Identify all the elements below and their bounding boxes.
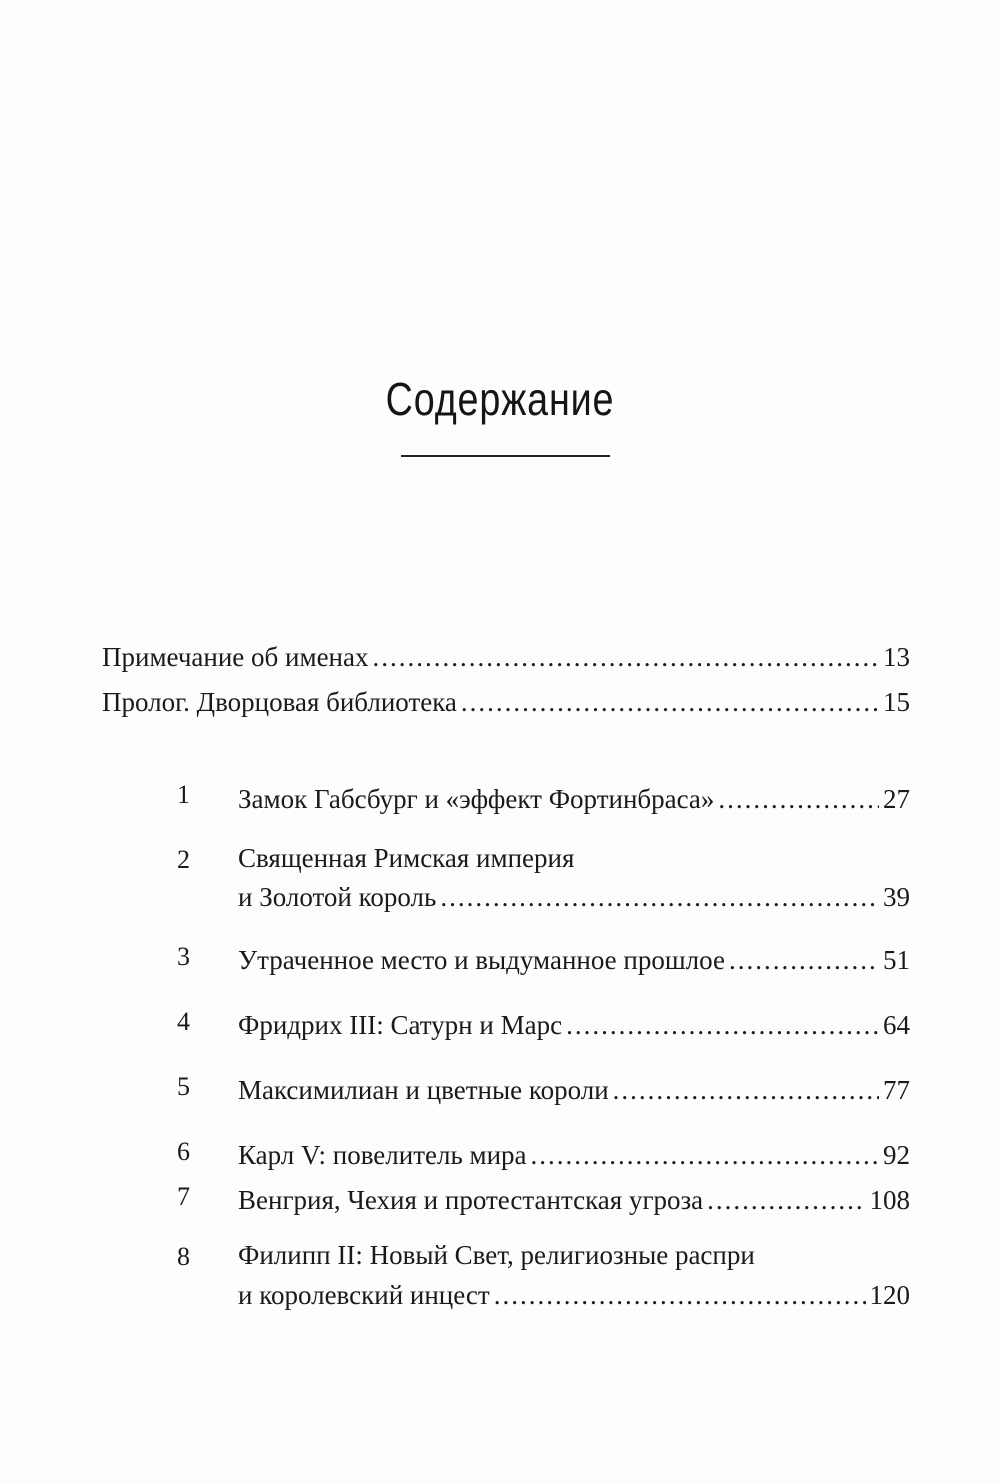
chapter-number: 7 [177, 1182, 190, 1211]
toc-entry-label: Фридрих III: Сатурн и Марс [238, 1010, 563, 1040]
dot-leader [566, 1005, 879, 1046]
toc-page-number: 64 [883, 1010, 910, 1040]
toc-entry-chapter-6[interactable] [238, 1135, 910, 1176]
toc-entry-label: и Золотой король [238, 882, 437, 912]
toc-entry-label: Максимилиан и цветные короли [238, 1075, 609, 1105]
dot-leader [440, 877, 879, 918]
toc-entry-label: Пролог. Дворцовая библиотека [102, 687, 457, 717]
toc-entry-label: Карл V: повелитель мира [238, 1140, 527, 1170]
toc-entry-label: Венгрия, Чехия и протестантская угроза [238, 1185, 704, 1215]
toc-entry-label: Утраченное место и выдуманное прошлое [238, 945, 725, 975]
dot-leader [461, 682, 879, 723]
toc-page-number: 77 [883, 1075, 910, 1105]
toc-entry-chapter-8[interactable] [238, 1275, 910, 1316]
chapter-number: 1 [177, 780, 190, 809]
toc-entry-label: Примечание об именах [102, 642, 369, 672]
toc-page-number: 39 [883, 882, 910, 912]
toc-page-number: 27 [883, 784, 910, 814]
toc-entry-chapter-4[interactable] [238, 1005, 910, 1046]
chapter-number: 5 [177, 1072, 190, 1101]
toc-entry-chapter-1[interactable] [238, 779, 910, 820]
toc-page-number: 120 [869, 1280, 910, 1310]
toc-entry-chapter-2[interactable] [238, 877, 910, 918]
dot-leader [372, 637, 879, 678]
dot-leader [707, 1180, 865, 1221]
dot-leader [613, 1070, 879, 1111]
dot-leader [718, 779, 879, 820]
toc-entry-prologue[interactable] [102, 682, 910, 723]
toc-page-number: 108 [869, 1185, 910, 1215]
dot-leader [531, 1135, 879, 1176]
toc-entry-label-line1: Священная Римская империя [238, 843, 575, 873]
toc-entry-label: и королевский инцест [238, 1280, 490, 1310]
toc-entry-chapter-5[interactable] [238, 1070, 910, 1111]
toc-entry-label: Замок Габсбург и «эффект Фортинбраса» [238, 784, 715, 814]
dot-leader [729, 940, 879, 981]
toc-page-number: 13 [883, 642, 910, 672]
page-title: Содержание [385, 373, 615, 425]
toc-page-number: 51 [883, 945, 910, 975]
toc-page-number: 92 [883, 1140, 910, 1170]
chapter-number: 8 [177, 1242, 190, 1271]
toc-page-number: 15 [883, 687, 910, 717]
dot-leader [494, 1275, 866, 1316]
chapter-number: 2 [177, 845, 190, 874]
toc-entry-label-line1: Филипп II: Новый Свет, религиозные распри [238, 1240, 755, 1270]
chapter-number: 6 [177, 1137, 190, 1166]
toc-entry-notes[interactable] [102, 637, 910, 678]
toc-entry-chapter-7[interactable] [238, 1180, 910, 1221]
title-divider [401, 455, 610, 457]
toc-entry-chapter-3[interactable] [238, 940, 910, 981]
chapter-number: 4 [177, 1007, 190, 1036]
chapter-number: 3 [177, 942, 190, 971]
